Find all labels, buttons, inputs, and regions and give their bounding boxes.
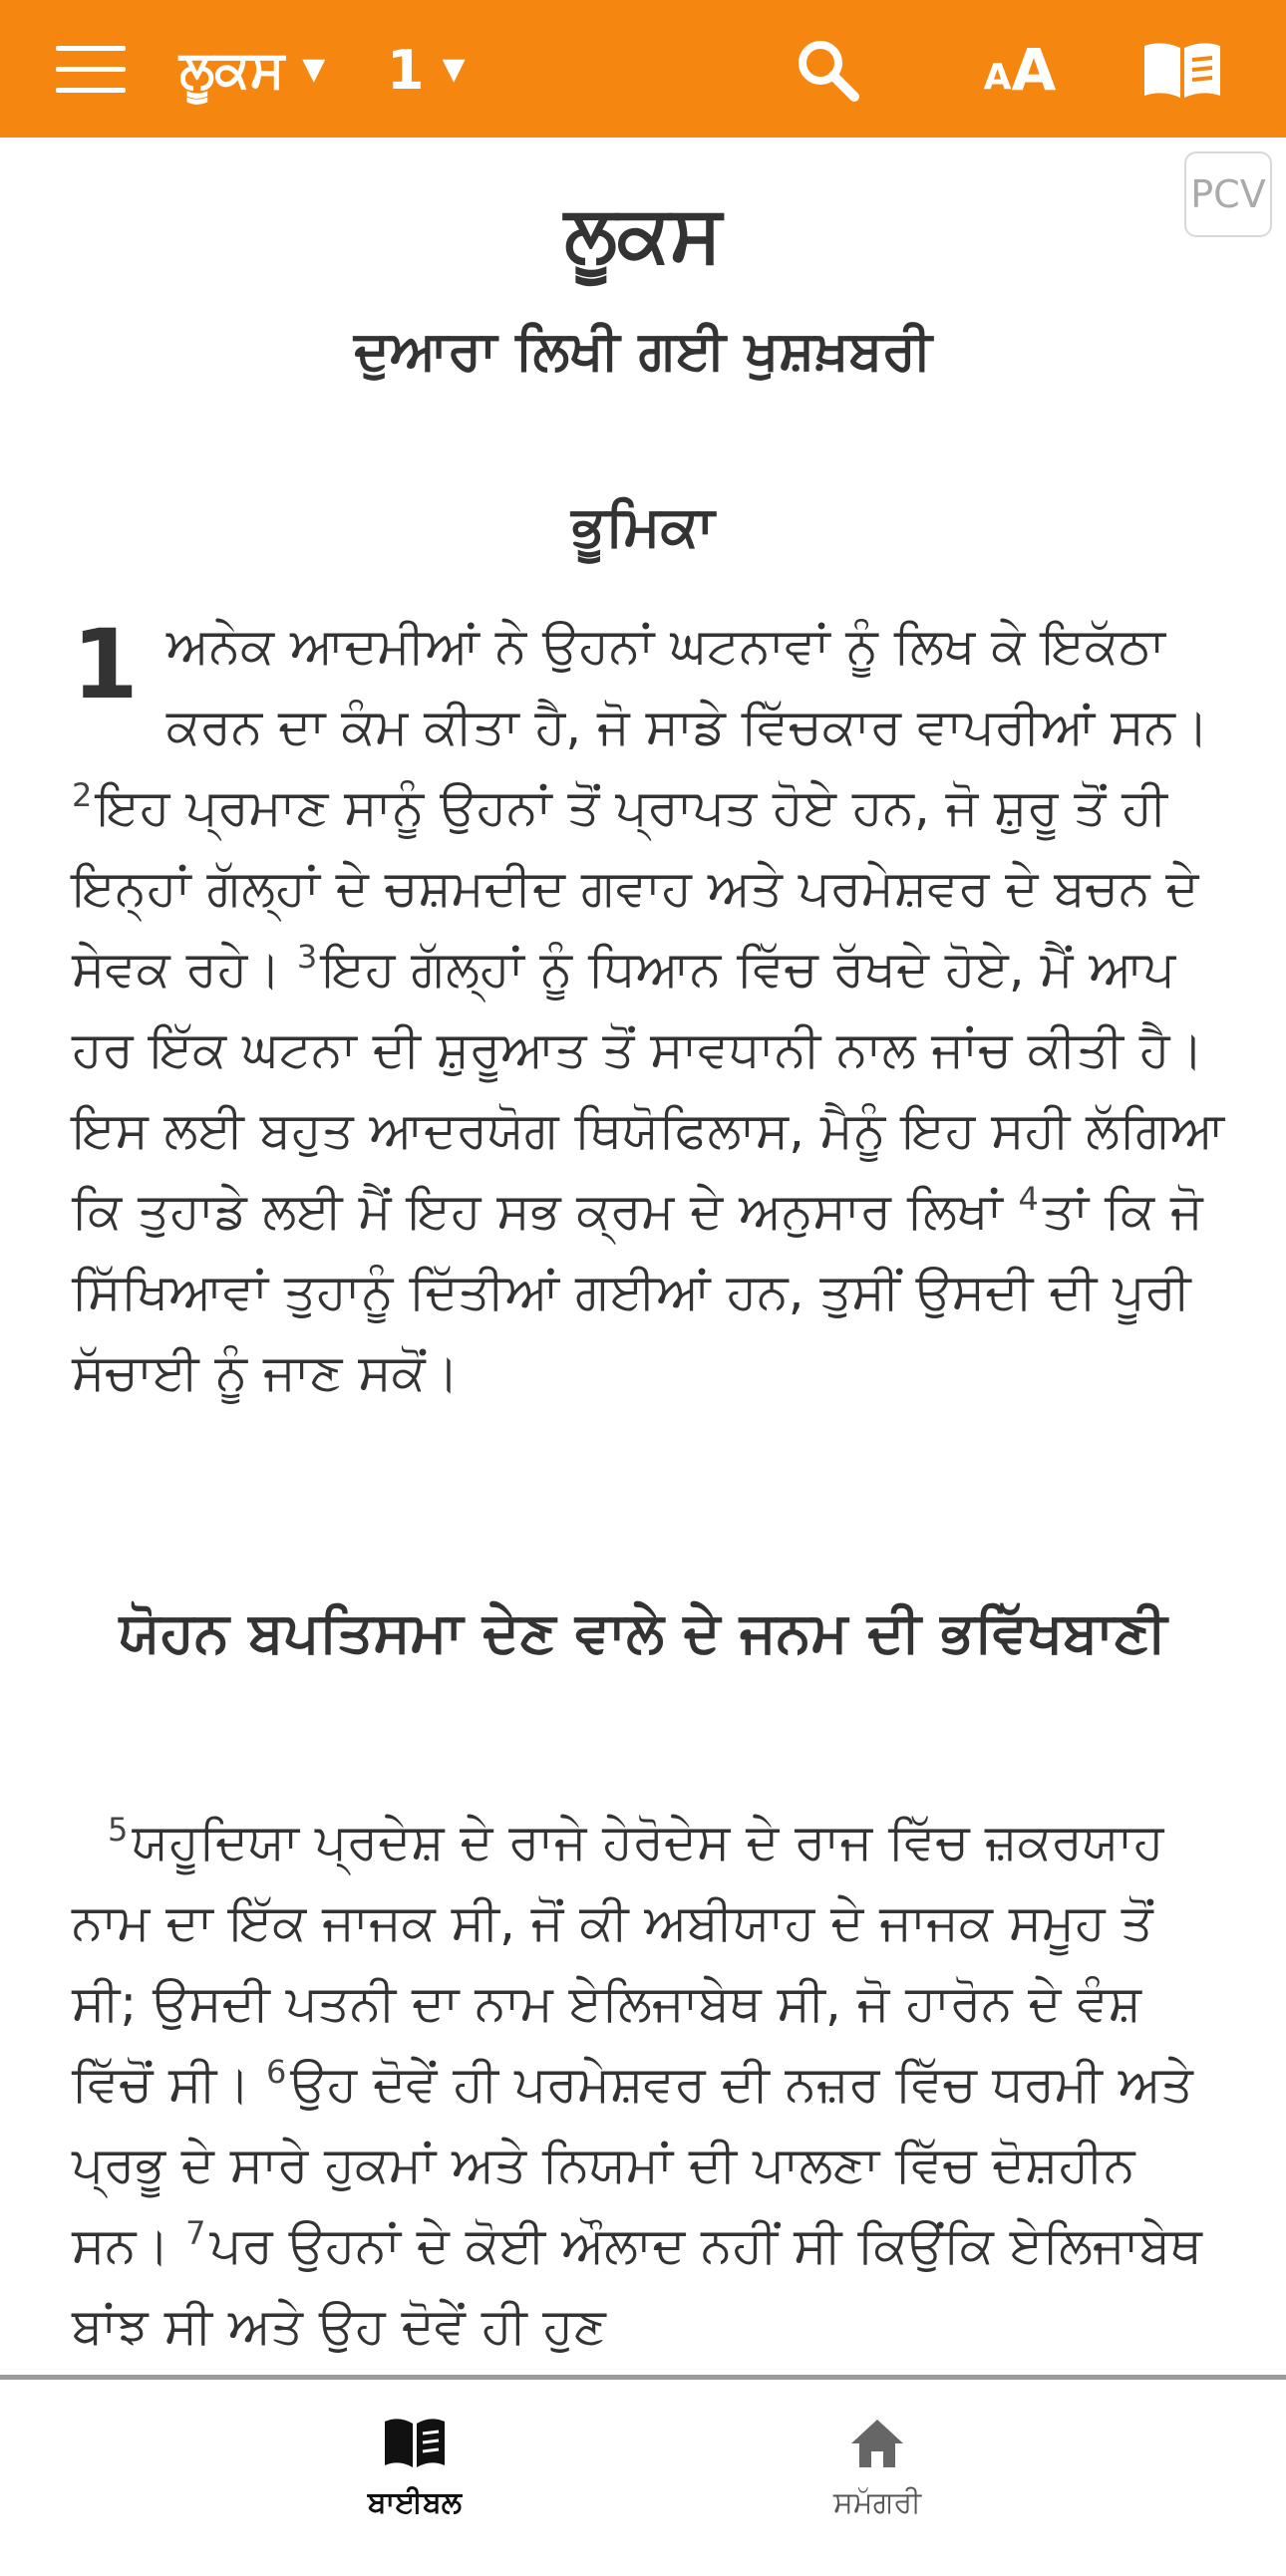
verse-paragraph (72, 606, 1228, 1413)
verse-text[interactable]: ਯਹੂਦਿਯਾ ਪ੍ਰਦੇਸ਼ ਦੇ ਰਾਜੇ ਹੇਰੋਦੇਸ ਦੇ ਰਾਜ ਵਿੱਚ ਜ਼ਕਰਯਾਹ ਨਾਮ ਦਾ ਇੱਕ ਜਾਜਕ ਸੀ, ਜੋਂ ਕੀ ਅਬੀਯਾਹ ਦੇ ਜਾਜਕ ਸਮੂਹ ਤੋਂ ਸੀ; ਉਸਦੀ ਪਤਨੀ ਦਾ ਨਾਮ ਏਲਿਜਾਬੇਥ ਸੀ, ਜੋ ਹਾਰੋਨ ਦੇ ਵੰਸ਼ ਵਿੱਚੋਂ ਸੀ। (72, 1813, 1164, 2113)
section-heading: ਭੂਮਿਕਾ (571, 494, 715, 559)
book-title: ਲੂਕਸ (564, 189, 722, 279)
verse-text[interactable]: ਪਰ ਉਹਨਾਂ ਦੇ ਕੋਈ ਔਲਾਦ ਨਹੀਂ ਸੀ ਕਿਉਂਕਿ ਏਲਿਜਾਬੇਥ ਬਾਂਝ ਸੀ ਅਤੇ ਉਹ ਦੋਵੇਂ ਹੀ ਹੁਣ (72, 2216, 1202, 2355)
bible-version-button[interactable]: PCV (1184, 151, 1272, 237)
verse-text[interactable]: ਉਹ ਦੋਵੇਂ ਹੀ ਪਰਮੇਸ਼ਵਰ ਦੀ ਨਜ਼ਰ ਵਿੱਚ ਧਰਮੀ ਅਤੇ ਪ੍ਰਭੂ ਦੇ ਸਾਰੇ ਹੁਕਮਾਂ ਅਤੇ ਨਿਯਮਾਂ ਦੀ ਪਾਲਣਾ ਵਿੱਚ ਦੋਸ਼ਹੀਨ ਸਨ। (72, 2055, 1193, 2274)
verse-text[interactable]: ਇਹ ਪ੍ਰਮਾਣ ਸਾਨੂੰ ਉਹਨਾਂ ਤੋਂ ਪ੍ਰਾਪਤ ਹੋਏ ਹਨ, ਜੋ ਸ਼ੁਰੂ ਤੋਂ ਹੀ ਇਨ੍ਹਾਂ ਗੱਲ੍ਹਾਂ ਦੇ ਚਸ਼ਮਦੀਦ ਗਵਾਹ ਅਤੇ ਪਰਮੇਸ਼ਵਰ ਦੇ ਬਚਨ ਦੇ ਸੇਵਕ ਰਹੇ। (72, 778, 1199, 998)
section-heading: ਯੋਹਨ ਬਪਤਿਸਮਾ ਦੇਣ ਵਾਲੇ ਦੇ ਜਨਮ ਦੀ ਭਵਿੱਖਬਾਣੀ (119, 1600, 1167, 1665)
hamburger-menu-icon[interactable] (56, 46, 126, 94)
verse-number: 5 (108, 1811, 129, 1850)
verse-number: 3 (296, 938, 318, 977)
font-size-button[interactable] (965, 30, 1075, 110)
chevron-down-icon: ▼ (302, 52, 326, 87)
verse-text[interactable]: ਅਨੇਕ ਆਦਮੀਆਂ ਨੇ ਉਹਨਾਂ ਘਟਨਾਵਾਂ ਨੂੰ ਲਿਖ ਕੇ ਇਕੱਠਾ ਕਰਨ ਦਾ ਕੰਮ ਕੀਤਾ ਹੈ, ਜੋ ਸਾਡੇ ਵਿੱਚਕਾਰ ਵਾਪਰੀਆਂ ਸਨ। (165, 617, 1209, 755)
nav-tab-resources[interactable] (758, 2416, 997, 2520)
book-selector-label: ਲੂਕਸ (179, 39, 285, 100)
nav-tab-bible-label: ਬਾਈਬਲ (367, 2485, 463, 2520)
book-selector[interactable] (179, 30, 325, 110)
reader-mode-icon (1140, 38, 1224, 102)
bottom-navigation (0, 2375, 1286, 2576)
scripture-content[interactable] (0, 138, 1286, 2375)
app-header (0, 0, 1286, 138)
search-button[interactable] (788, 30, 867, 110)
verse-number: 4 (1018, 1180, 1039, 1219)
verse-number: 7 (185, 2214, 206, 2253)
verse-text[interactable]: ਇਹ ਗੱਲ੍ਹਾਂ ਨੂੰ ਧਿਆਨ ਵਿੱਚ ਰੱਖਦੇ ਹੋਏ, ਮੈਂ ਆਪ ਹਰ ਇੱਕ ਘਟਨਾ ਦੀ ਸ਼ੁਰੂਆਤ ਤੋਂ ਸਾਵਧਾਨੀ ਨਾਲ ਜਾਂਚ ਕੀਤੀ ਹੈ। ਇਸ ਲਈ ਬਹੁਤ ਆਦਰਯੋਗ ਥਿਯੋਫਿਲਾਸ, ਮੈਨੂੰ ਇਹ ਸਹੀ ਲੱਗਿਆ ਕਿ ਤੁਹਾਡੇ ਲਈ ਮੈਂ ਇਹ ਸਭ ਕ੍ਰਮ ਦੇ ਅਨੁਸਾਰ ਲਿਖਾਂ (72, 940, 1225, 1240)
open-book-icon (383, 2416, 447, 2471)
home-icon (849, 2416, 905, 2471)
nav-tab-resources-label: ਸਮੱਗਰੀ (832, 2485, 922, 2520)
font-size-icon-big: A (1011, 36, 1057, 104)
chapter-selector-label: 1 (387, 38, 425, 102)
verse-number: 6 (265, 2053, 287, 2092)
reader-mode-button[interactable] (1136, 30, 1228, 110)
verse-number: 2 (72, 776, 93, 815)
chapter-selector[interactable] (387, 30, 466, 110)
chapter-number: 1 (72, 609, 139, 720)
font-size-icon-small: A (983, 56, 1012, 98)
book-subtitle: ਦੁਆਰਾ ਲਿਖੀ ਗਈ ਖੁਸ਼ਖ਼ਬਰੀ (354, 319, 932, 382)
verse-paragraph (72, 1802, 1228, 2367)
nav-tab-bible[interactable] (295, 2416, 534, 2520)
chevron-down-icon: ▼ (442, 52, 466, 87)
search-icon (795, 37, 860, 103)
verse-text[interactable]: ਤਾਂ ਕਿ ਜੋ ਸਿੱਖਿਆਵਾਂ ਤੁਹਾਨੂੰ ਦਿੱਤੀਆਂ ਗਈਆਂ ਹਨ, ਤੁਸੀਂ ਉਸਦੀ ਦੀ ਪੂਰੀ ਸੱਚਾਈ ਨੂੰ ਜਾਣ ਸਕੋਂ। (72, 1182, 1203, 1401)
